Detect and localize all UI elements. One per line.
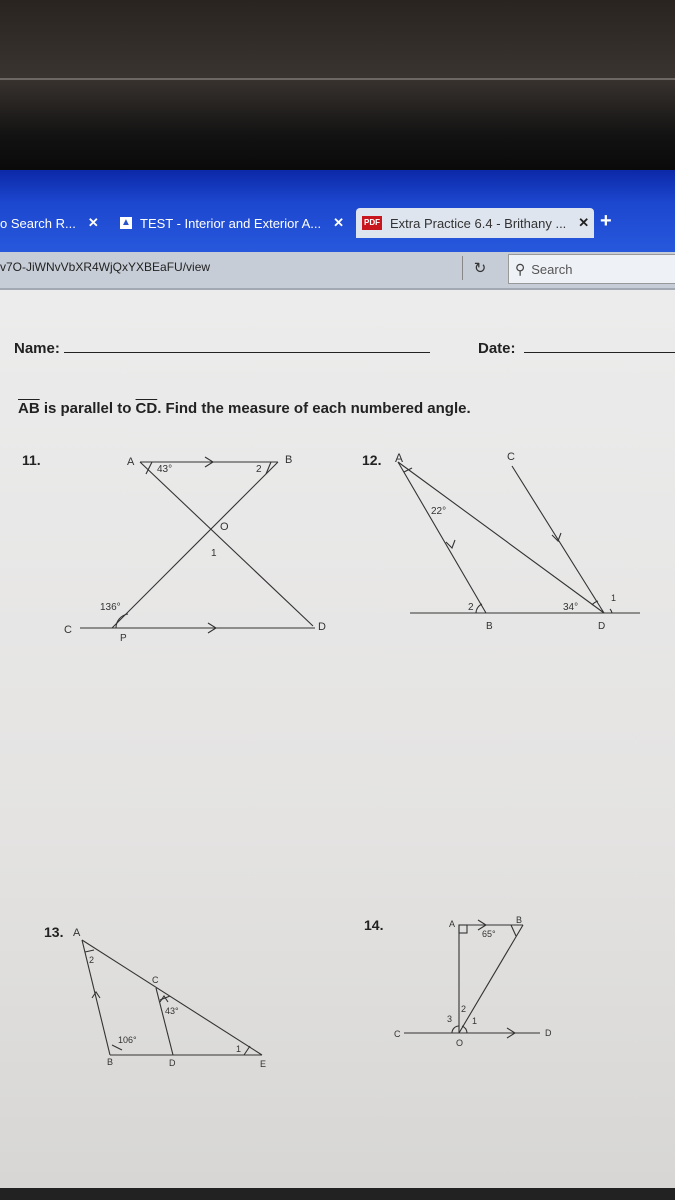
label-o: O (220, 521, 229, 533)
label-a: A (449, 919, 456, 929)
angle-mark (511, 925, 516, 936)
new-tab-button[interactable]: + (600, 210, 612, 232)
problem-number: 12. (362, 452, 382, 468)
angle-mark (85, 950, 94, 952)
reload-icon: ↻ (473, 260, 487, 277)
segment-ae (82, 940, 262, 1055)
label-b: B (285, 454, 293, 466)
figure-12 (398, 462, 640, 613)
label-d: D (598, 621, 606, 632)
segment-ab (398, 462, 486, 613)
angle-value: 43° (165, 1006, 179, 1016)
angle-value: 43° (157, 464, 173, 475)
monitor-bottom-edge (0, 1188, 675, 1200)
date-label: Date: (478, 340, 516, 357)
label-d: D (318, 621, 326, 633)
search-icon: ⚲ (515, 260, 526, 277)
label-c: C (64, 624, 72, 636)
label-b: B (516, 915, 523, 925)
segment-ad (140, 462, 313, 626)
segment-cd: $\overline{CD}$ (135, 400, 158, 417)
tab-label: o Search R... (0, 215, 76, 231)
label-e: E (260, 1059, 267, 1069)
segment-ab (82, 940, 110, 1055)
angle-number: 2 (468, 602, 474, 613)
segment-bp (112, 462, 278, 628)
segment-ad (398, 462, 604, 613)
label-a: A (127, 456, 135, 468)
angle-number: 1 (236, 1044, 242, 1054)
angle-value: 65° (482, 929, 496, 939)
angle-number: 2 (89, 955, 95, 965)
instruction-text-end: . Find the measure of each numbered angle. (157, 400, 471, 417)
angle-number: 2 (256, 464, 262, 475)
close-icon[interactable]: ✕ (87, 215, 99, 230)
right-angle-mark (459, 925, 467, 933)
angle-number: 2 (461, 1004, 467, 1014)
label-c: C (507, 451, 515, 463)
angle-arc (452, 1026, 459, 1033)
label-d: D (545, 1028, 552, 1038)
label-a: A (73, 927, 81, 939)
url-field[interactable]: v7O-JiWNvVbXR4WjQxYXBEaFU/view (0, 260, 211, 274)
angle-value: 136° (100, 602, 121, 613)
label-o: O (456, 1038, 464, 1048)
problem-number: 14. (364, 917, 384, 933)
label-c: C (394, 1029, 401, 1039)
problem-number: 11. (22, 452, 41, 468)
angle-number: 1 (611, 593, 617, 603)
angle-arc (116, 614, 128, 628)
close-icon[interactable]: ✕ (333, 215, 345, 230)
angle-mark (244, 1046, 250, 1055)
angle-value: 34° (563, 602, 579, 613)
label-c: C (152, 975, 159, 985)
name-label: Name: (14, 340, 60, 357)
tab-label: TEST - Interior and Exterior A... (140, 215, 322, 231)
label-a: A (395, 451, 404, 465)
problem-number: 13. (44, 924, 64, 940)
pdf-icon: PDF (362, 216, 382, 230)
person-icon: ▲ (121, 217, 131, 228)
angle-number: 3 (447, 1014, 453, 1024)
search-placeholder: Search (531, 261, 573, 277)
angle-arc (610, 609, 612, 613)
label-d: D (169, 1058, 176, 1068)
angle-number: 1 (472, 1016, 478, 1026)
label-b: B (486, 621, 493, 632)
angle-mark (112, 1045, 122, 1050)
segment-ab: $\overline{AB}$ (18, 400, 40, 417)
figure-13 (82, 940, 262, 1055)
segment-bo (459, 925, 523, 1033)
label-p: P (120, 633, 127, 644)
close-icon[interactable]: ✕ (578, 215, 590, 230)
tab-label: Extra Practice 6.4 - Brithany ... (390, 215, 567, 231)
angle-value: 22° (431, 506, 447, 517)
angle-value: 106° (118, 1035, 137, 1045)
instruction-text: is parallel to (39, 400, 136, 417)
label-b: B (107, 1057, 114, 1067)
angle-number: 1 (211, 548, 217, 559)
